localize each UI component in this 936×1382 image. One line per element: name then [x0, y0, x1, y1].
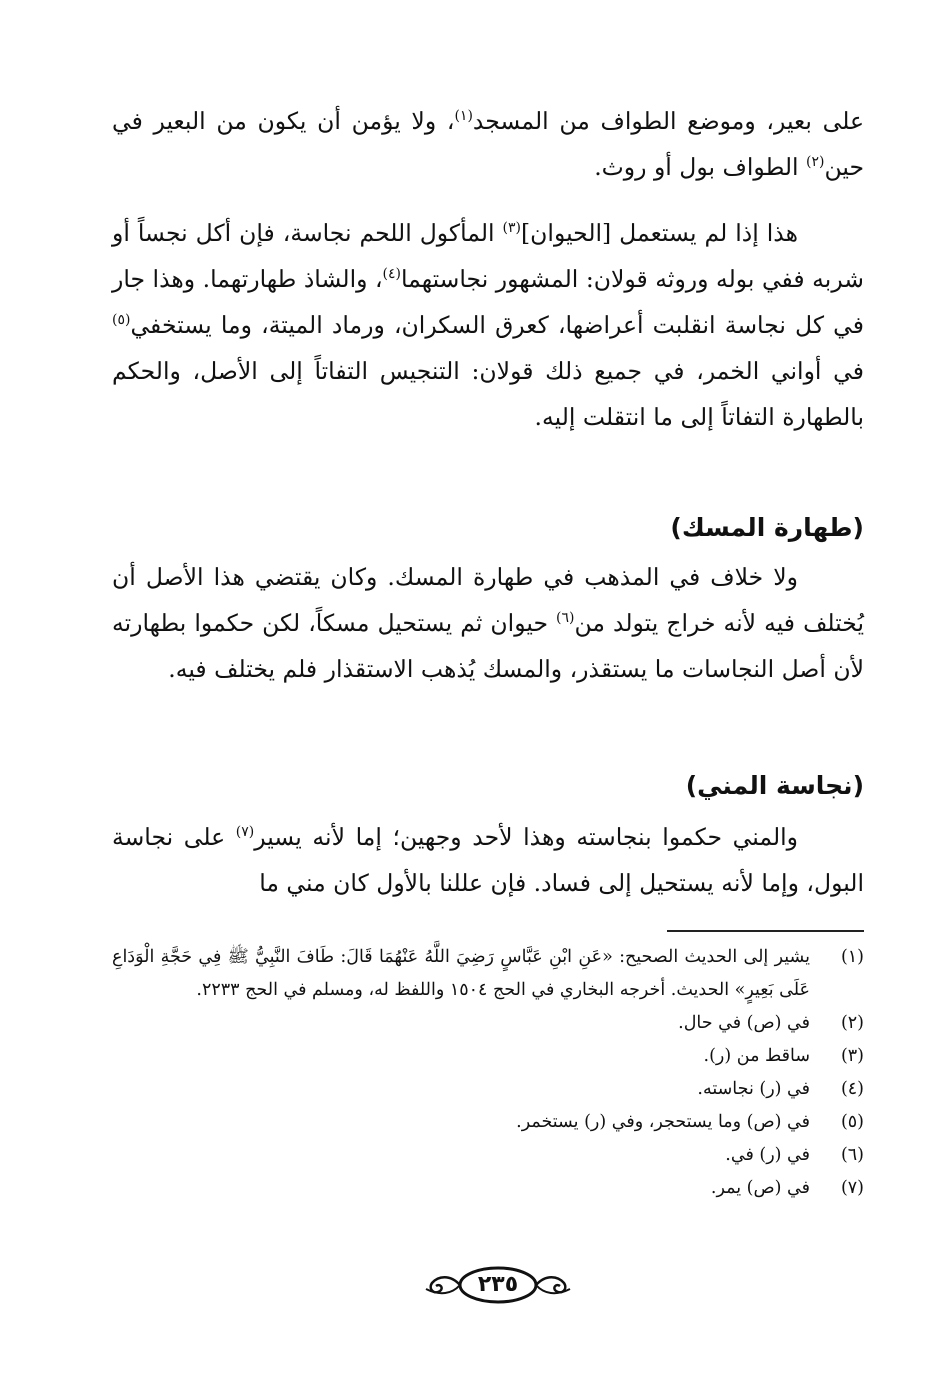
footnote-ref-4[interactable]: (٤)	[382, 266, 402, 282]
paragraph-3-text	[112, 554, 864, 692]
footnote-1	[112, 941, 864, 1007]
footnote-7	[112, 1172, 864, 1205]
footnote-text: في (ص) في حال.	[678, 1013, 810, 1033]
text-run: هذا إذا لم يستعمل [الحيوان]	[521, 219, 798, 247]
paragraph-2	[112, 210, 864, 440]
paragraph-4	[112, 814, 864, 906]
page-number-ornament	[418, 1262, 578, 1308]
text-run: المأكول اللحم نجاسة، فإن أكل نجساً أو شربه ففي بوله وروثه قولان: المشهور نجاستهما	[112, 219, 864, 293]
text-run: ، ولا يؤمن أن يكون من البعير في حين	[112, 107, 864, 181]
text-run: على نجاسة البول، وإما لأنه يستحيل إلى فساد. فإن عللنا بالأول كان مني ما	[112, 823, 864, 897]
section-heading-mani: (نجاسة المني)	[685, 771, 864, 800]
footnote-ref-6[interactable]: (٦)	[556, 610, 575, 626]
footnote-number: (٢)	[840, 1013, 864, 1033]
footnotes	[112, 941, 864, 1205]
footnote-5	[112, 1106, 864, 1139]
section-heading-musk: (طهارة المسك)	[670, 513, 864, 542]
page-number: ٢٣٥	[477, 1272, 519, 1297]
footnote-text: في (ص) وما يستحجر، وفي (ر) يستخمر.	[516, 1112, 810, 1132]
footnote-ref-1[interactable]: (١)	[454, 108, 473, 124]
footnote-ref-5[interactable]: (٥)	[112, 312, 131, 328]
footnote-number: (٧)	[840, 1178, 864, 1198]
paragraph-1-text	[112, 98, 864, 190]
footnote-3	[112, 1040, 864, 1073]
footnote-6	[112, 1139, 864, 1172]
footnote-ref-2[interactable]: (٢)	[806, 154, 825, 170]
text-run: الطواف بول أو روث.	[594, 153, 807, 181]
footnote-text: في (ر) نجاسته.	[697, 1079, 810, 1099]
footnote-text: في (ر) في.	[725, 1145, 810, 1165]
footnote-number: (١)	[840, 947, 864, 967]
footnote-2	[112, 1007, 864, 1040]
text-run: على بعير، وموضع الطواف من المسجد	[472, 107, 864, 135]
text-run: حيوان ثم يستحيل مسكاً، لكن حكموا بطهارته لأن أصل النجاسات ما يستقذر، والمسك يُذهب الاستقذار فلم يختلف فيه.	[112, 609, 864, 683]
footnote-text: يشير إلى الحديث الصحيح: «عَنِ ابْنِ عَبَّاسٍ رَضِيَ اللَّهُ عَنْهُمَا قَالَ: طَافَ النَّبِيُّ ﷺ فِي حَجَّةِ الْوَدَاعِ عَلَى بَعِيرٍ» الحديث. أخرجه البخاري في الحج ١٥٠٤ واللفظ له، ومسلم في الحج ٢٢٣٣.	[112, 947, 810, 1000]
footnote-4	[112, 1073, 864, 1106]
footnote-number: (٦)	[840, 1145, 864, 1165]
footnote-separator	[667, 930, 864, 932]
text-run: والمني حكموا بنجاسته وهذا لأحد وجهين؛ إما لأنه يسير	[254, 823, 798, 851]
paragraph-2-text	[112, 210, 864, 440]
footnote-number: (٤)	[840, 1079, 864, 1099]
footnote-number: (٥)	[840, 1112, 864, 1132]
text-run: ولا خلاف في المذهب في طهارة المسك. وكان يقتضي هذا الأصل أن يُختلف فيه لأنه خراج يتولد من	[112, 563, 864, 637]
paragraph-1	[112, 98, 864, 190]
footnote-ref-3[interactable]: (٣)	[502, 220, 521, 236]
footnote-ref-7[interactable]: (٧)	[235, 824, 255, 840]
footnote-number: (٣)	[840, 1046, 864, 1066]
text-run: في أواني الخمر، في جميع ذلك قولان: التنجيس التفاتاً إلى الأصل، والحكم بالطهارة التفاتاً إلى ما انتقلت إليه.	[112, 357, 864, 431]
footnote-text: ساقط من (ر).	[703, 1046, 810, 1066]
footnote-text: في (ص) يمر.	[710, 1178, 810, 1198]
paragraph-3	[112, 554, 864, 692]
paragraph-4-text	[112, 814, 864, 906]
text-run: ، والشاذ طهارتهما. وهذا جار في كل نجاسة انقلبت أعراضها، كعرق السكران، ورماد الميتة، وما يستخفي	[112, 265, 864, 339]
